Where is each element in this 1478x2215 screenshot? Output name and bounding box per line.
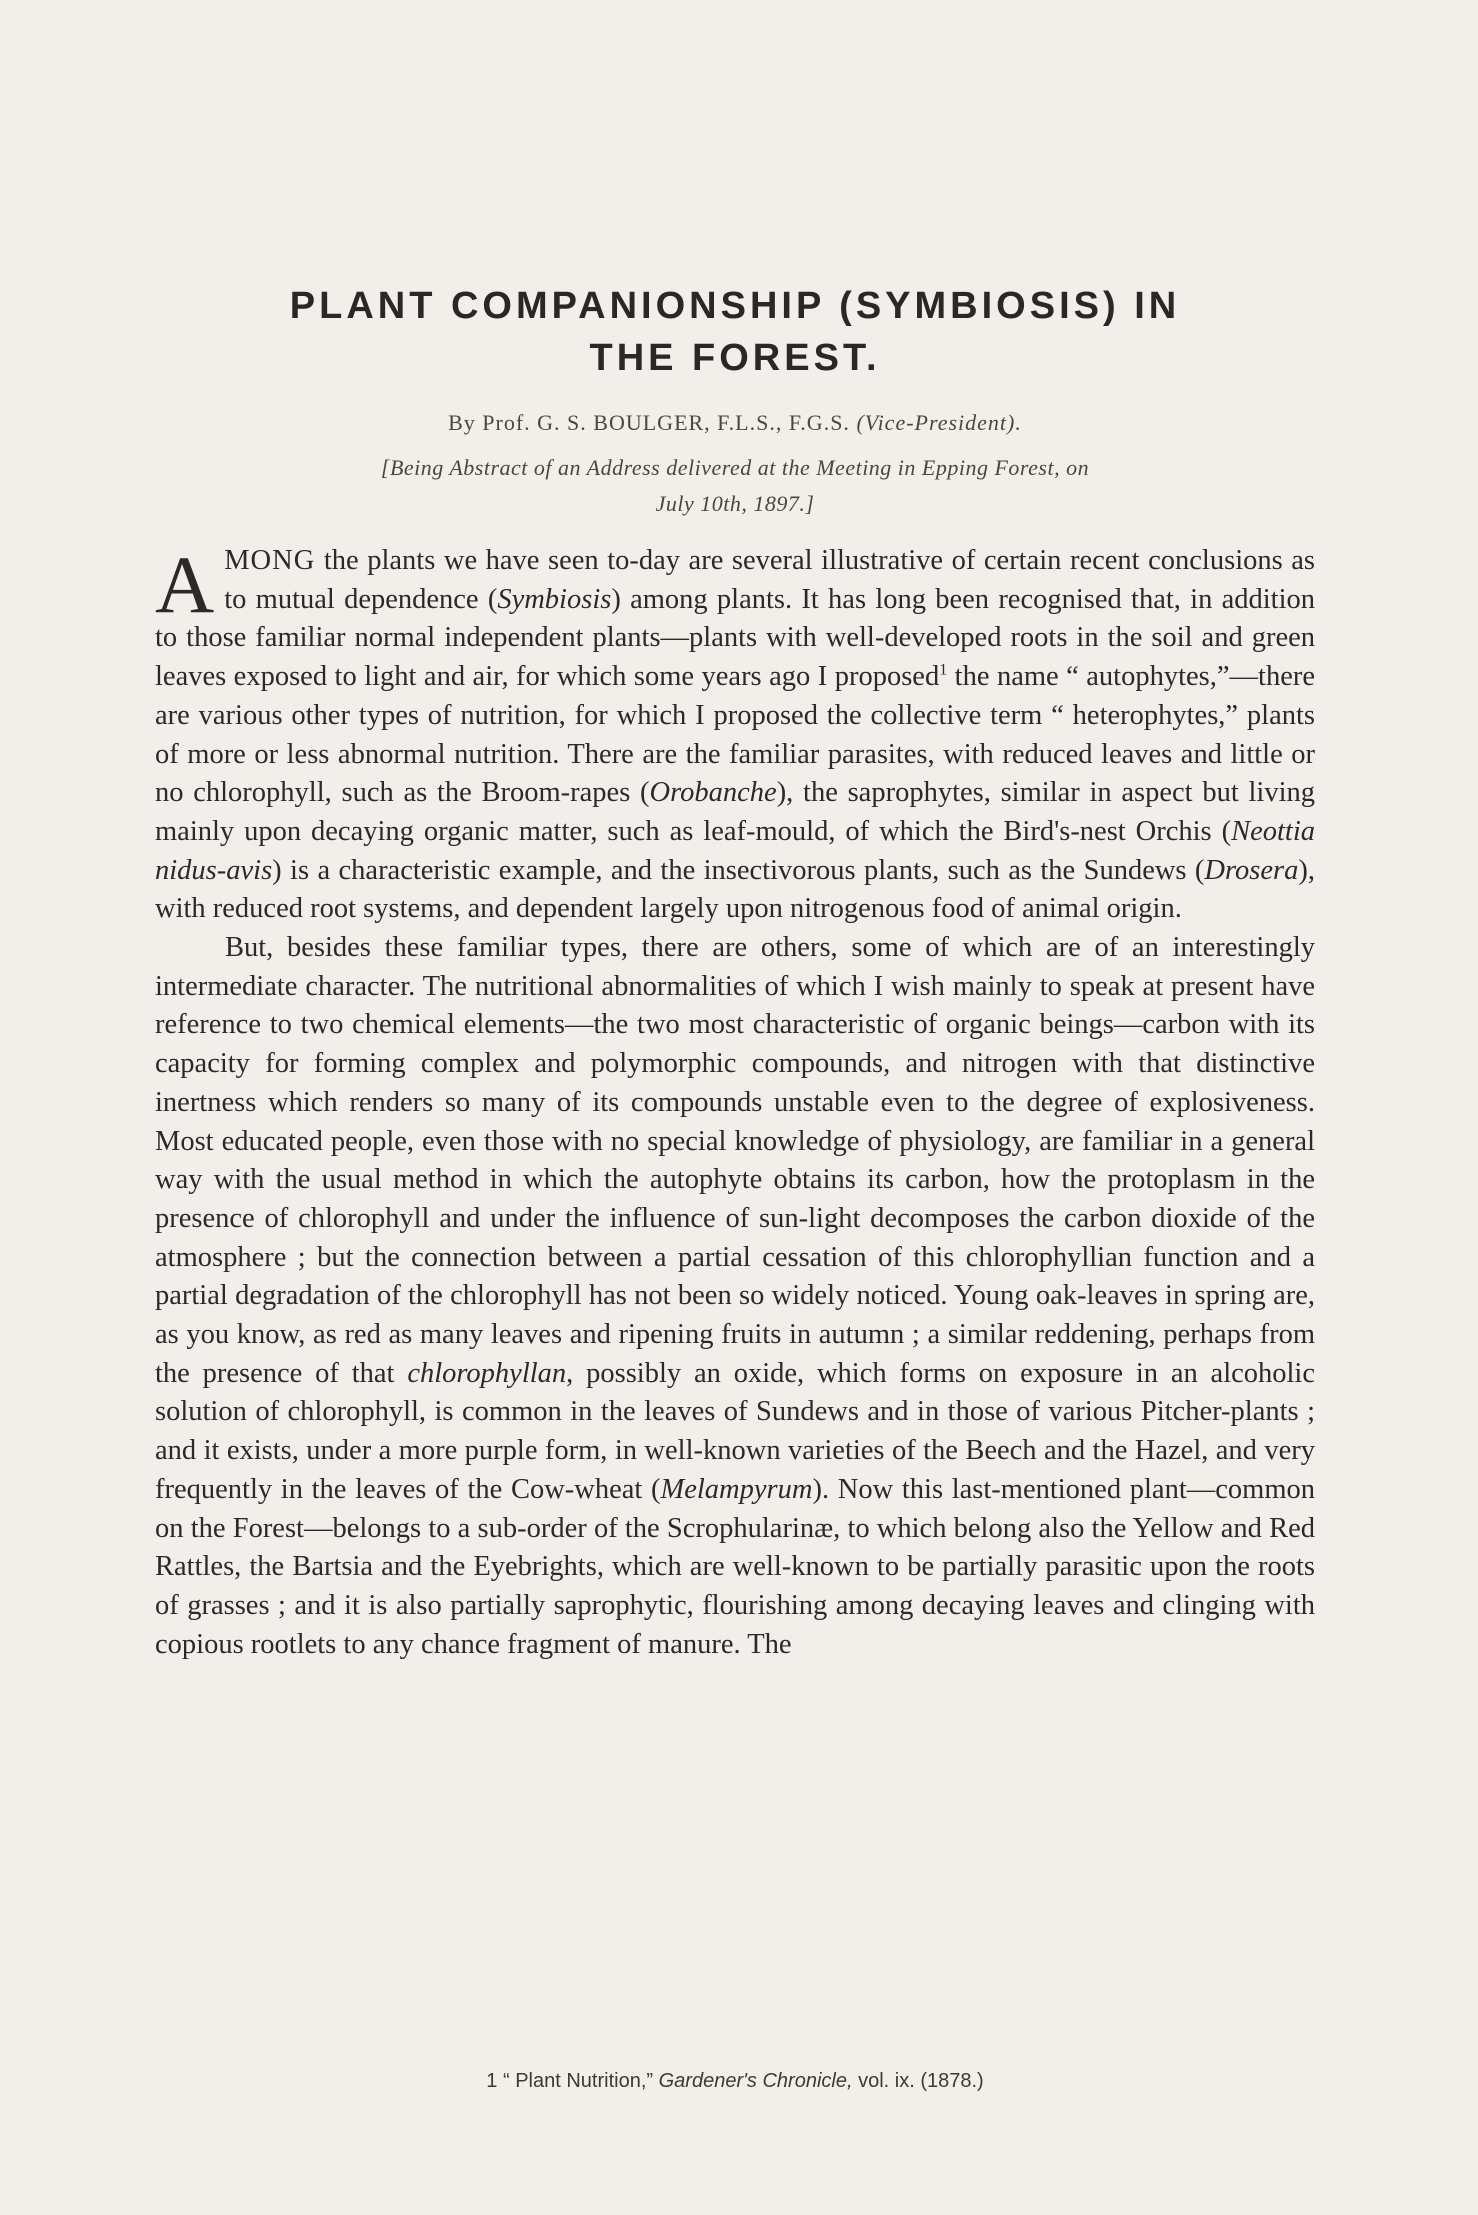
abstract-line-1: [Being Abstract of an Address delivered at the Meeting in Epping Forest, on <box>380 455 1090 480</box>
footnote-number: 1 <box>486 2070 498 2092</box>
footnote-marker[interactable]: 1 <box>939 661 948 679</box>
footnote-source: Gardener's Chronicle, <box>658 2070 853 2092</box>
paragraph-1 <box>155 539 1315 929</box>
para2-text-3: ). Now this last-mentioned plant—common on the Forest—belongs to a sub-order of the Scrophularinæ, to which belong also the Yellow and Red Rattles, the Bartsia and the Eyebrights, which are well-known to be partially parasitic upon the roots of grasses ; and it is also partially saprophytic, flourishing among decaying leaves and clinging with copious rootlets to any chance fragment of manure. The <box>155 1473 1315 1660</box>
para1-text-1: the plants we have seen to-day are several illustrative of certain recent conclusions as to mutual dependence ( <box>224 545 1315 615</box>
para1-text-3: the name “ autophytes,”—there are various other types of nutrition, for which I proposed the collective term “ heterophytes,” plants of more or less abnormal nutrition. There are the familiar parasites, with reduced leaves and little or no chlorophyll, such as the Broom-rapes ( <box>155 661 1315 809</box>
para2-italic-2: Melampyrum <box>660 1473 813 1505</box>
para2-italic-1: chlorophyllan <box>407 1357 567 1389</box>
footnote-ref: vol. ix. (1878.) <box>858 2070 984 2092</box>
article <box>155 280 1315 1664</box>
footnote-text: “ Plant Nutrition,” <box>502 2070 654 2092</box>
paragraph-2 <box>155 929 1315 1664</box>
lead-word: MONG <box>224 545 316 576</box>
article-body <box>155 539 1316 1664</box>
abstract-note <box>155 450 1315 522</box>
para1-text-5: ) is a characteristic example, and the insectivorous plants, such as the Sundews ( <box>272 854 1205 886</box>
para1-italic-1: Symbiosis <box>497 583 612 615</box>
author-byline <box>155 410 1315 436</box>
para1-text-4: ), the saprophytes, similar in aspect but living mainly upon decaying organic matter, such as leaf-mould, of which the Bird's-nest Orchis ( <box>155 777 1315 847</box>
article-title <box>155 280 1315 384</box>
para1-text-2: ) among plants. It has long been recognised that, in addition to those familiar normal independent plants—plants with well-developed roots in the soil and green leaves exposed to light and air, for which some years ago I proposed <box>155 583 1315 693</box>
para1-italic-4: Drosera <box>1204 854 1299 886</box>
author-name: By Prof. G. S. BOULGER, F.L.S., F.G.S. <box>448 410 850 435</box>
para1-text-6: ), with reduced root systems, and dependent largely upon nitrogenous food of animal origin. <box>155 854 1315 925</box>
footnote <box>155 2070 1315 2093</box>
title-line-2: THE FOREST. <box>589 337 881 379</box>
para1-italic-3: Neottia nidus-avis <box>155 815 1315 886</box>
title-line-1: PLANT COMPANIONSHIP (SYMBIOSIS) IN <box>289 285 1181 327</box>
para2-text-2: , possibly an oxide, which forms on exposure in an alcoholic solution of chlorophyll, is common in the leaves of Sundews and in those of various Pitcher-plants ; and it exists, under a more purple form, in well-known varieties of the Beech and the Hazel, and very frequently in the leaves of the Cow-wheat ( <box>155 1357 1316 1505</box>
para2-text-1: But, besides these familiar types, there are others, some of which are of an interestingly intermediate character. The nutritional abnormalities of which I wish mainly to speak at present have reference to two chemical elements—the two most characteristic of organic beings—carbon with its capacity for forming complex and polymorphic compounds, and nitrogen with that distinctive inertness which renders so many of its compounds unstable even to the degree of explosiveness. Most educated people, even those with no special knowledge of physiology, are familiar in a general way with the usual method in which the autophyte obtains its carbon, how the protoplasm in the presence of chlorophyll and under the influence of sun-light decomposes the carbon dioxide of the atmosphere ; but the connection between a partial cessation of this chlorophyllian function and a partial degradation of the chlorophyll has not been so widely noticed. Young oak-leaves in spring are, as you know, as red as many leaves and ripening fruits in autumn ; a similar reddening, perhaps from the presence of that <box>155 932 1315 1389</box>
para1-italic-2: Orobanche <box>649 777 777 809</box>
author-role: (Vice-President). <box>856 410 1022 435</box>
drop-cap: A <box>155 539 215 630</box>
abstract-line-2: July 10th, 1897.] <box>655 491 815 516</box>
